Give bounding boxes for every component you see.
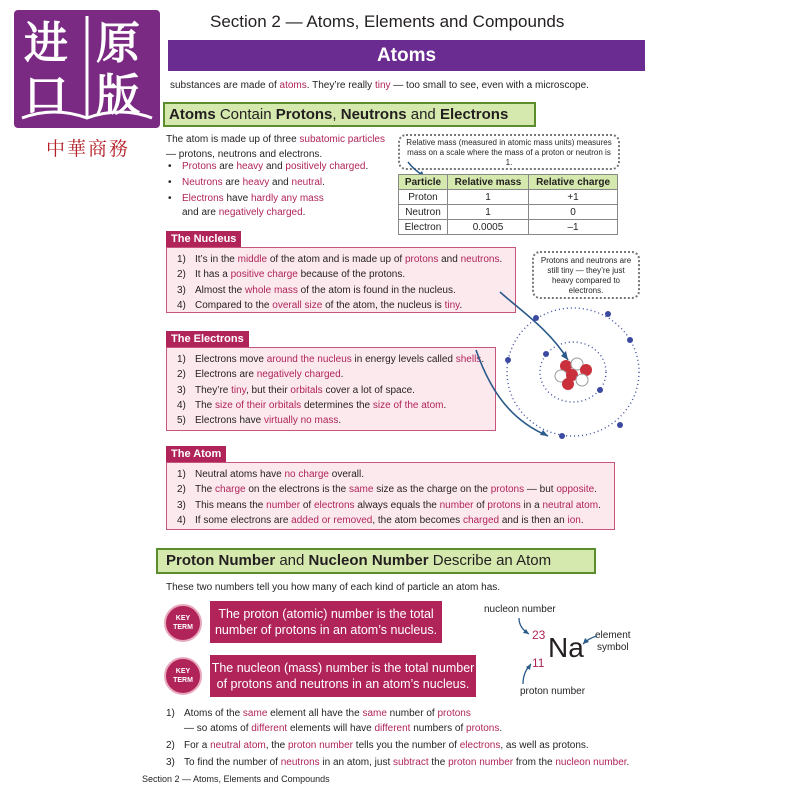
brand-name: 中華商務 xyxy=(46,138,131,160)
book-icon xyxy=(14,10,160,128)
na-arrows xyxy=(505,612,615,692)
list-item: 1) Neutral atoms have no charge overall. xyxy=(177,469,364,480)
list-item: • Electrons have hardly any mass and are negatively charged. xyxy=(166,192,396,220)
nucleon-number-label: nucleon number xyxy=(484,604,556,615)
section-title: Section 2 — Atoms, Elements and Compounds xyxy=(210,12,565,31)
element-symbol: Na xyxy=(548,632,584,663)
key-term-text: KEY xyxy=(175,615,191,622)
proton-number-definition xyxy=(210,601,442,643)
table-cell: Neutron xyxy=(399,205,448,220)
mass-number: 23 xyxy=(532,628,546,642)
list-item: 3) This means the number of electrons always equals the number of protons in a neutral atom. xyxy=(177,499,601,511)
list-item: 2) Electrons are negatively charged. xyxy=(177,369,344,381)
proton-number-label: proton number xyxy=(520,686,586,697)
electron xyxy=(627,337,633,343)
label-line: symbol xyxy=(596,642,629,653)
table-cell: Electron xyxy=(399,220,448,235)
electron xyxy=(605,311,611,317)
label-line: element xyxy=(595,630,631,641)
page-banner: Atoms xyxy=(168,40,645,71)
electron xyxy=(597,387,603,393)
list-item: 2) It has a positive charge because of the protons. xyxy=(177,269,406,281)
table-header-cell: Particle xyxy=(399,175,448,190)
badge-char: 口 xyxy=(24,70,68,121)
definition-line: of protons and neutrons in an atom’s nucleus. xyxy=(216,677,470,691)
key-term-badge xyxy=(164,657,202,695)
list-item: 1) It’s in the middle of the atom and is made up of protons and neutrons. xyxy=(177,254,503,265)
list-item: 4) Compared to the overall size of the atom, the nucleus is tiny. xyxy=(177,299,463,311)
intro-text: substances are made of atoms. They’re really tiny — too small to see, even with a microscope. xyxy=(170,80,589,91)
list-item: 2) For a neutral atom, the proton number tells you the number of electrons, as well as protons. xyxy=(166,740,589,751)
list-item: 1) Atoms of the same element all have the same number of protons xyxy=(166,708,471,719)
key-term-badge xyxy=(164,604,202,642)
table-cell: Proton xyxy=(399,190,448,205)
electron xyxy=(505,357,511,363)
table-cell: +1 xyxy=(529,190,618,205)
definition-line: The nucleon (mass) number is the total number xyxy=(211,661,475,675)
list-item: 1) Electrons move around the nucleus in energy levels called shells. xyxy=(177,354,485,365)
nucleus-cluster xyxy=(555,358,592,390)
list-item: 3) To find the number of neutrons in an atom, just subtract the proton number from the nucleon number. xyxy=(166,757,630,768)
electron xyxy=(533,315,539,321)
final-points xyxy=(166,706,636,770)
table-cell: 1 xyxy=(447,190,528,205)
heading-proton-nucleon: Proton Number and Nucleon Number Describe an Atom xyxy=(156,548,596,574)
electron xyxy=(559,433,565,439)
page-footer: Section 2 — Atoms, Elements and Compounds xyxy=(142,774,330,784)
list-item-continuation: — so atoms of different elements will have different numbers of protons. xyxy=(184,723,503,734)
table-row xyxy=(399,220,618,235)
list-item: 5) Electrons have virtually no mass. xyxy=(177,415,342,427)
shell-arrow xyxy=(476,350,548,436)
electron xyxy=(617,422,623,428)
table-cell: 0.0005 xyxy=(447,220,528,235)
definition-line: number of protons in an atom’s nucleus. xyxy=(214,623,438,637)
list-item: • Neutrons are heavy and neutral. xyxy=(166,176,396,190)
relative-mass-note: Relative mass (measured in atomic mass units) measures mass on a scale where the mass of a proton or neutron is 1. xyxy=(398,134,620,170)
key-term-text: TERM xyxy=(173,677,193,684)
the-atom-label: The Atom xyxy=(166,446,226,462)
key-term-text: TERM xyxy=(173,624,193,631)
key-term-text: KEY xyxy=(175,668,191,675)
heading-atoms-contain: Atoms Contain Protons, Neutrons and Electrons xyxy=(163,102,536,127)
table-cell: 0 xyxy=(529,205,618,220)
list-item: 4) The size of their orbitals determines the size of the atom. xyxy=(177,399,447,411)
list-item: 4) If some electrons are added or removed, the atom becomes charged and is then an ion. xyxy=(177,514,584,526)
table-header-row xyxy=(399,175,618,190)
table-cell: 1 xyxy=(447,205,528,220)
nucleus-side-note: Protons and neutrons are still tiny — they’re just heavy compared to electrons. xyxy=(532,251,640,299)
list-item: 3) They’re tiny, but their orbitals cover a lot of space. xyxy=(177,384,415,396)
list-item: • Protons are heavy and positively charged. xyxy=(166,160,396,174)
atomic-number: 11 xyxy=(532,656,545,670)
relative-mass-table xyxy=(398,174,618,235)
list-item: 3) Almost the whole mass of the atom is found in the nucleus. xyxy=(177,284,456,296)
nucleus-arrow xyxy=(500,292,568,360)
table-cell: –1 xyxy=(529,220,618,235)
list-item: 2) The charge on the electrons is the same size as the charge on the protons — but opposite. xyxy=(177,484,597,496)
table-row xyxy=(399,190,618,205)
atom-diagram xyxy=(440,280,640,450)
badge-char: 版 xyxy=(96,70,140,121)
publisher-badge xyxy=(14,10,160,128)
the-atom-box xyxy=(166,462,615,530)
particle-bullets xyxy=(166,160,396,220)
numbers-intro: These two numbers tell you how many of each kind of particle an atom has. xyxy=(166,582,501,593)
atom-description: The atom is made up of three subatomic particles — protons, neutrons and electrons. xyxy=(166,134,385,160)
table-row xyxy=(399,205,618,220)
electrons-label: The Electrons xyxy=(166,331,249,347)
nucleon-number-definition xyxy=(210,655,476,697)
table-header-cell: Relative mass xyxy=(447,175,528,190)
nucleus-label: The Nucleus xyxy=(166,231,241,247)
badge-char: 进 xyxy=(24,18,68,69)
table-header-cell: Relative charge xyxy=(529,175,618,190)
badge-char: 原 xyxy=(96,18,140,69)
definition-line: The proton (atomic) number is the total xyxy=(218,607,434,621)
electron xyxy=(543,351,549,357)
